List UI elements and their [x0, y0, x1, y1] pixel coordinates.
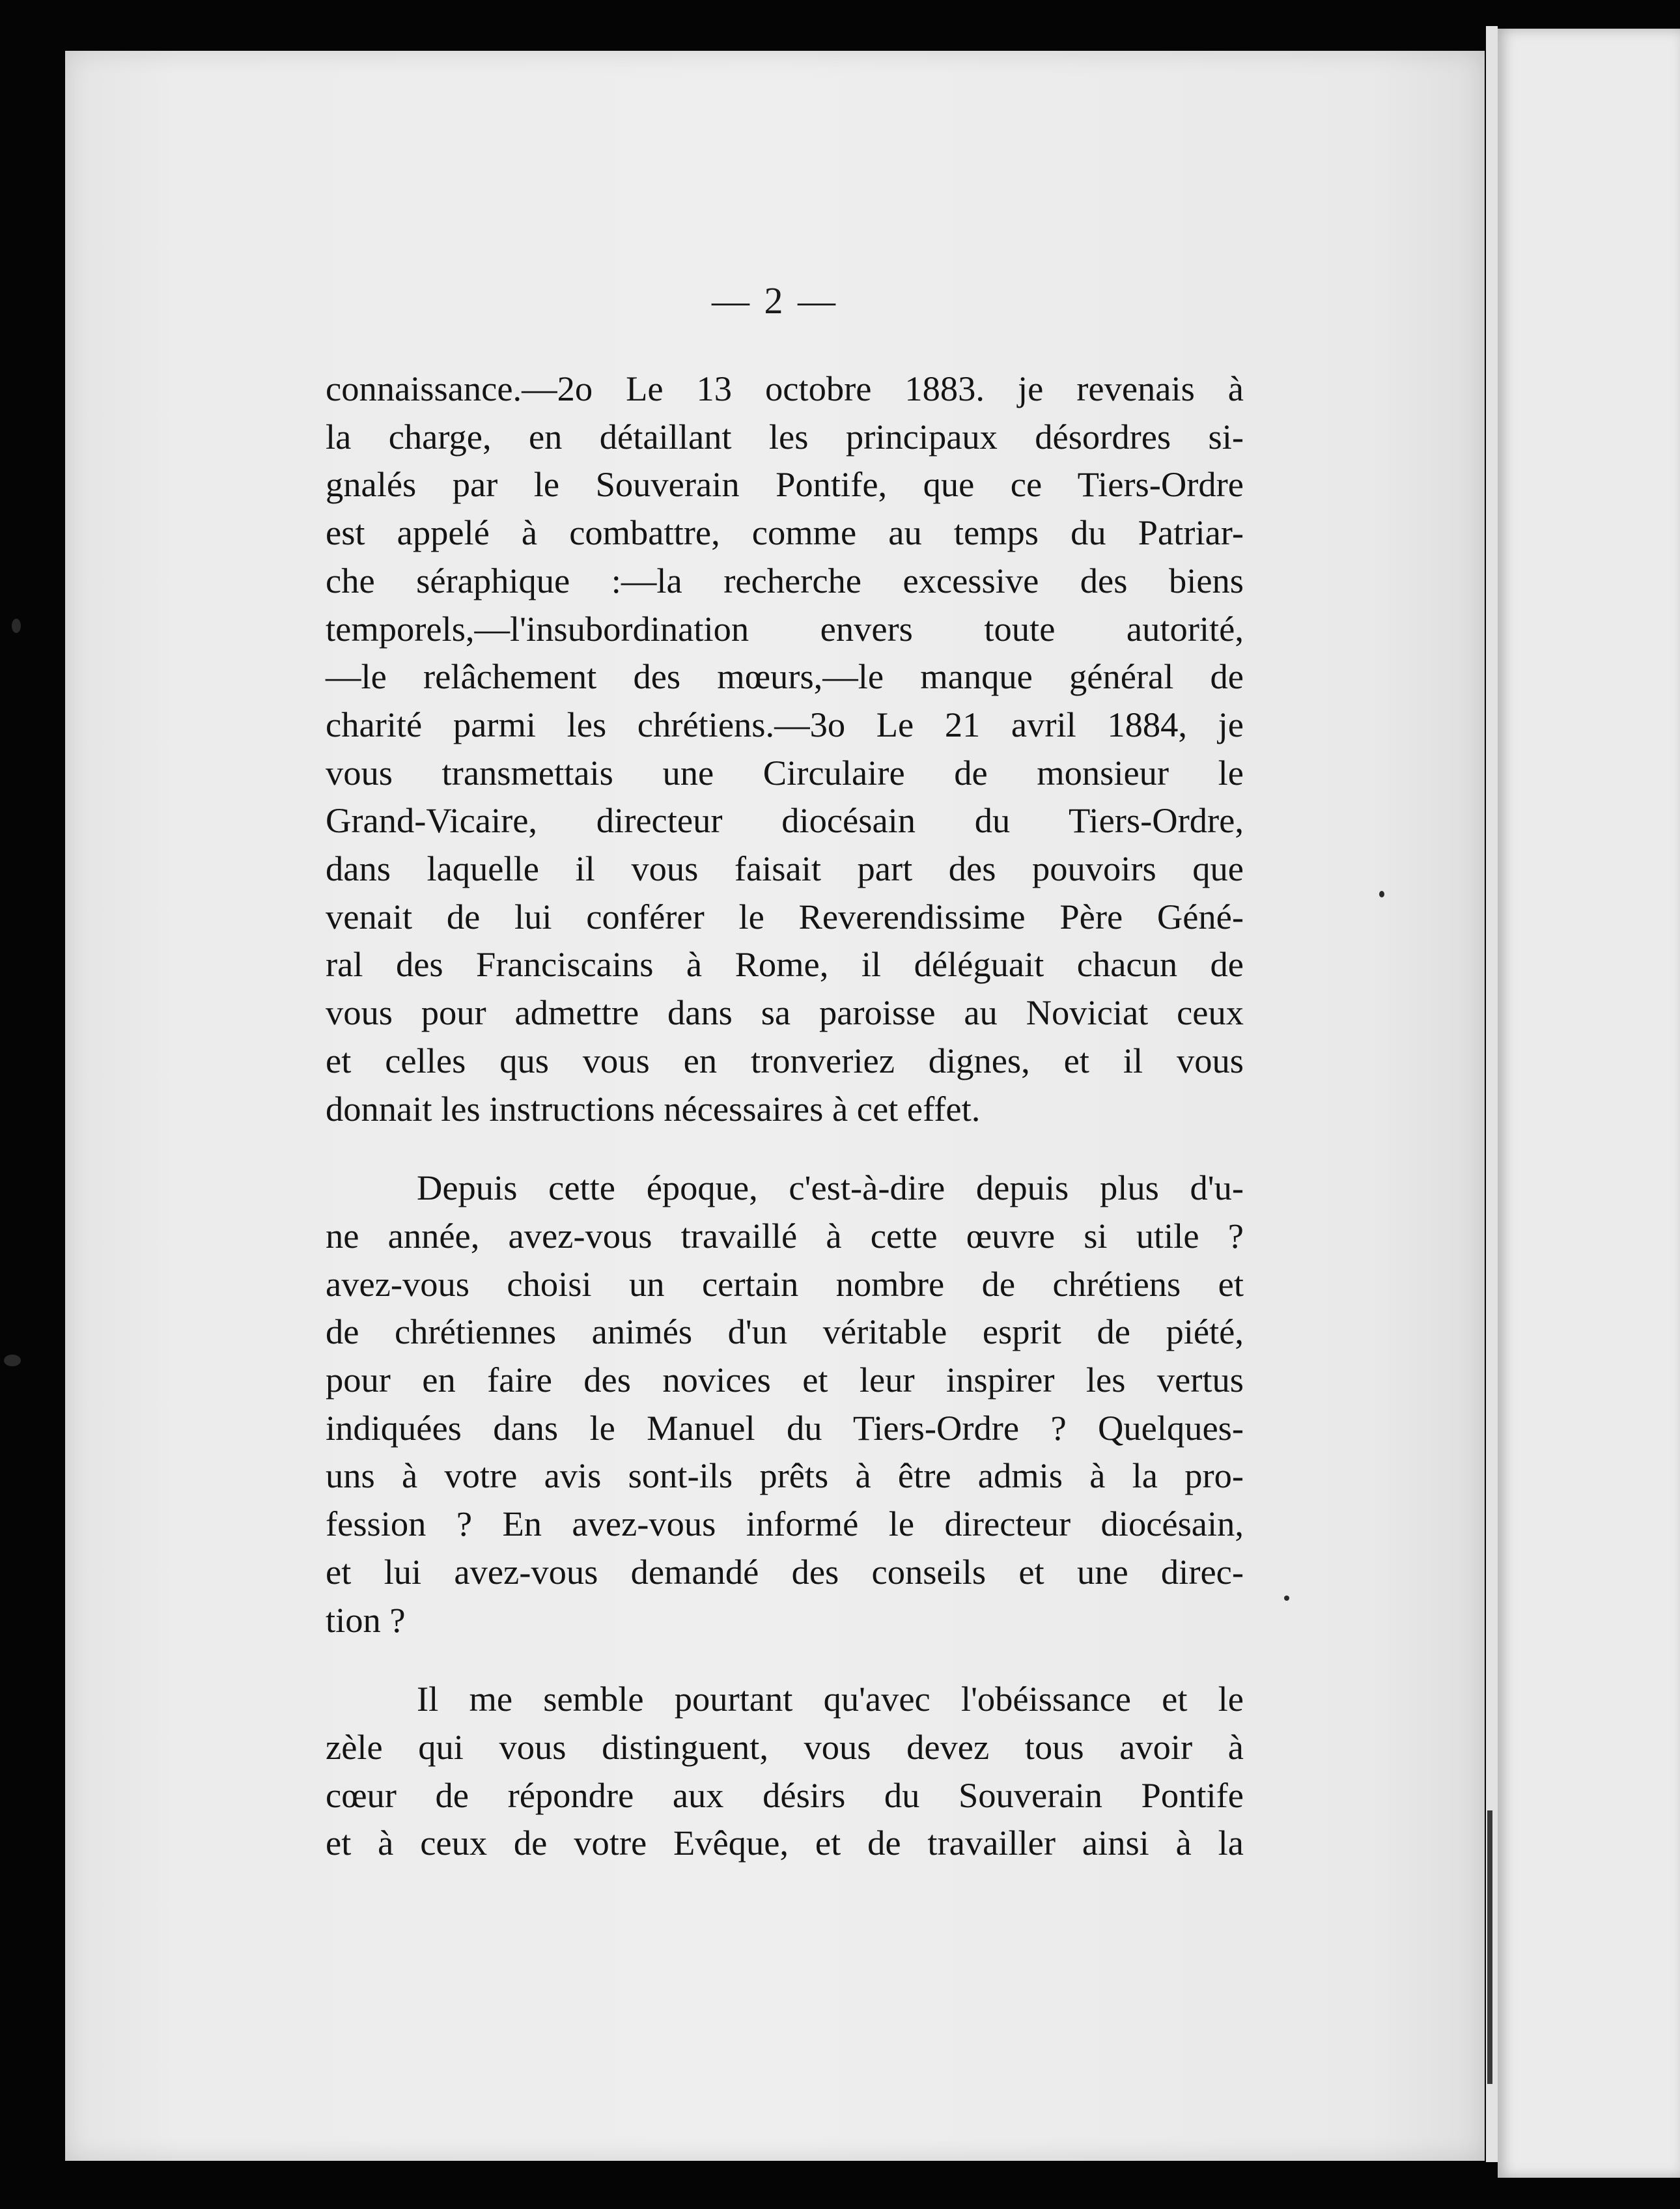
text-line: cœur de répondre aux désirs du Souverain Pontife [326, 1775, 1244, 1815]
text-line: Depuis cette époque, c'est-à-dire depuis plus d'u- [417, 1168, 1244, 1208]
text-line: avez-vous choisi un certain nombre de chrétiens et [326, 1263, 1244, 1304]
page-edge-shadow [1487, 1810, 1492, 2084]
adjacent-page [1498, 29, 1680, 2178]
text-line: et à ceux de votre Evêque, et de travailler ainsi à la [326, 1823, 1244, 1863]
text-line: uns à votre avis sont-ils prêts à être admis à la pro- [326, 1456, 1244, 1496]
text-line: donnait les instructions nécessaires à cet effet. [326, 1088, 981, 1129]
text-line: dans laquelle il vous faisait part des pouvoirs que [326, 849, 1244, 889]
page-number: — 2 — [712, 279, 838, 322]
text-line: zèle qui vous distinguent, vous devez tous avoir à [326, 1726, 1244, 1767]
text-line: la charge, en détaillant les principaux désordres si- [326, 416, 1244, 457]
text-line: temporels,—l'insubordination envers toute autorité, [326, 608, 1244, 649]
text-line: vous pour admettre dans sa paroisse au Noviciat ceux [326, 992, 1244, 1033]
text-line: Il me semble pourtant qu'avec l'obéissance et le [417, 1679, 1244, 1719]
text-line: venait de lui conférer le Reverendissime Père Géné- [326, 896, 1244, 936]
text-line: et lui avez-vous demandé des conseils et une direc- [326, 1551, 1244, 1592]
text-line: est appelé à combattre, comme au temps du Patriar- [326, 513, 1244, 553]
text-line: che séraphique :—la recherche excessive des biens [326, 560, 1244, 600]
text-line: et celles qus vous en tronveriez dignes, et il vous [326, 1040, 1244, 1080]
text-line: vous transmettais une Circulaire de monsieur le [326, 752, 1244, 793]
text-line: Grand-Vicaire, directeur diocésain du Tiers-Ordre, [326, 800, 1244, 841]
text-line: —le relâchement des mœurs,—le manque général de [326, 656, 1244, 697]
scan-speck [1284, 1596, 1289, 1601]
text-line: ne année, avez-vous travaillé à cette œuvre si utile ? [326, 1215, 1244, 1256]
paragraph-3 [326, 1675, 1244, 1867]
paragraph-2 [326, 1164, 1244, 1644]
scan-speck [4, 1355, 21, 1366]
text-line: gnalés par le Souverain Pontife, que ce Tiers-Ordre [326, 464, 1244, 505]
text-line: tion ? [326, 1599, 406, 1640]
scan-speck [12, 619, 21, 633]
scan-speck [1379, 891, 1384, 897]
text-line: pour en faire des novices et leur inspirer les vertus [326, 1360, 1244, 1400]
text-line: connaissance.—2o Le 13 octobre 1883. je revenais à [326, 369, 1244, 408]
text-line: fession ? En avez-vous informé le directeur diocésain, [326, 1504, 1244, 1544]
body-text [326, 365, 1244, 1898]
text-line: de chrétiennes animés d'un véritable esprit de piété, [326, 1312, 1244, 1352]
text-line: charité parmi les chrétiens.—3o Le 21 avril 1884, je [326, 704, 1244, 744]
text-line: ral des Franciscains à Rome, il déléguait chacun de [326, 944, 1244, 985]
paragraph-1 [326, 365, 1244, 1133]
text-line: indiquées dans le Manuel du Tiers-Ordre ? Quelques- [326, 1407, 1244, 1448]
